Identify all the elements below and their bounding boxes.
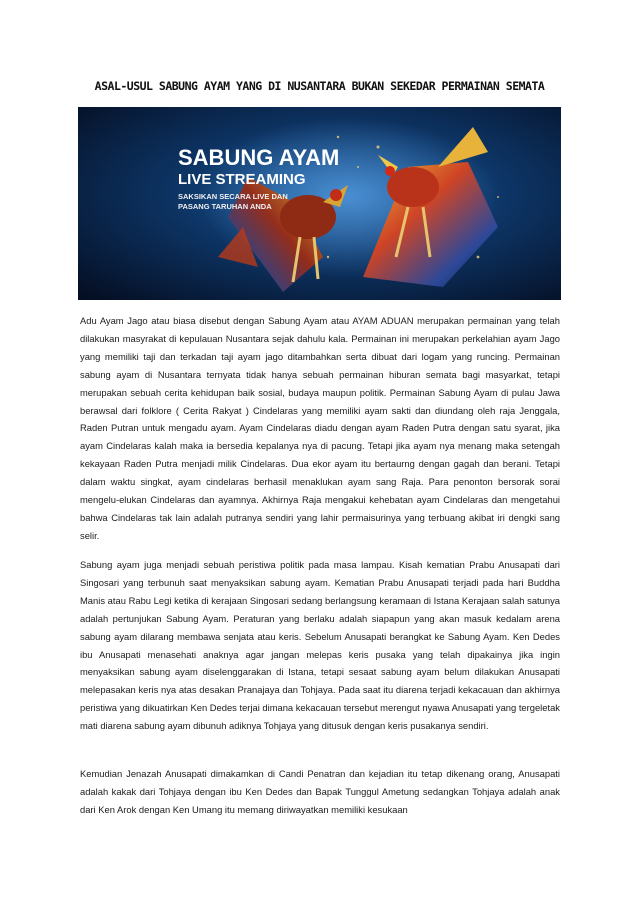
document-title: ASAL-USUL SABUNG AYAM YANG DI NUSANTARA BUKAN SEKEDAR PERMAINAN SEMATA [94, 79, 545, 93]
banner-image [78, 107, 561, 300]
banner-tagline-line2: PASANG TARUHAN ANDA [178, 202, 272, 211]
paragraph-2: Sabung ayam juga menjadi sebuah peristiwa politik pada masa lampau. Kisah kematian Prabu Anusapati dari Singosari yang terbunuh saat menyaksikan sabung ayam. Kematian Prabu Anusapati terjadi pada hari Buddha Manis atau Rabu Legi ketika di kerajaan Singosari sedang berlangsung keramaan di Istana Kerajaan salah satunya adalah pertunjukan Sabung Ayam. Peraturan yang berlaku adalah siapapun yang akan masuk kedalam arena sabung ayam dilarang membawa senjata atau keris. Sebelum Anusapati berangkat ke Sabung Ayam. Ken Dedes ibu Anusapati menasehati anaknya agar jangan melepas keris pusaka yang telah dipakainya jika ingin menyaksikan sabung ayam diselenggarakan di Istana, tetapi sesaat sabung ayam belum dilakukan Anusapati melepasakan keris nya atas desakan Pranajaya dan Tohjaya. Pada saat itu diarena terjadi kekacauan dan akhirnya peristiwa yang dikuatirkan Ken Dedes terjai dimana kekacauan tersebut merengut nyawa Anusapati yang tergeletak mati diarena sabung ayam dibunuh adiknya Tohjaya yang ditusuk dengan keris pusakanya sendiri. [80, 559, 560, 732]
banner-headline: SABUNG AYAM [178, 145, 340, 170]
banner-subheadline: LIVE STREAMING [178, 171, 306, 188]
paragraph-1: Adu Ayam Jago atau biasa disebut dengan Sabung Ayam atau AYAM ADUAN merupakan permainan yang telah dilakukan masyrakat di kepulauan Nusantara sejak dahulu kala. Permainan ini merupakan perkelahian ayam Jago yang memiliki taji dan terkadan taji ayam jago ditambahkan serta dibuat dari logam yang runcing. Permainan sabung ayam di Nusantara ternyata tidak hanya sebuah permainan hiburan semata bagi masyarkat, tetapi merupakan sebuah cerita kehidupan baik sosial, budaya maupun politik. Permainan Sabung Ayam di pulau Jawa berawsal dari folklore ( Cerita Rakyat ) Cindelaras yang memiliki ayam sakti dan diundang oleh raja Jenggala, Raden Putran untuk mengadu ayam. Ayam Cindelaras diadu dengan ayam Raden Putra dengan satu syarat, jika ayam Cindelaras kalah maka ia bersedia kepalanya nya di pacung. Tetapi jika ayam nya menang maka setengah kekayaan Raden Putra menjadi milik Cindelaras. Dua ekor ayam itu bertaurng dengan gagah dan berani. Tetapi dalam waktu singkat, ayam cindelaras berhasil menaklukan ayam sang Raja. Para penonton bersorak sorai mengelu-elukan Cindelaras dan ayamnya. Akhirnya Raja mengakui kehebatan ayam Cindelaras dan mengetahui bahwa Cindelaras tak lain adalah putranya sendiri yang lahir permaisurinya yang terbuang akibat iri dengki sang selir. [80, 315, 560, 541]
paragraph-3: Kemudian Jenazah Anusapati dimakamkan di Candi Penatran dan kejadian itu tetap dikenang orang, Anusapati adalah kakak dari Tohjaya dengan ibu Ken Dedes dan Bapak Tunggul Ametung sedangkan Tohjaya adalah anak dari Ken Arok dengan Ken Umang itu memang diriwayatkan memiliki kesukaan [80, 768, 560, 815]
banner-tagline-line1: SAKSIKAN SECARA LIVE DAN [178, 192, 288, 201]
